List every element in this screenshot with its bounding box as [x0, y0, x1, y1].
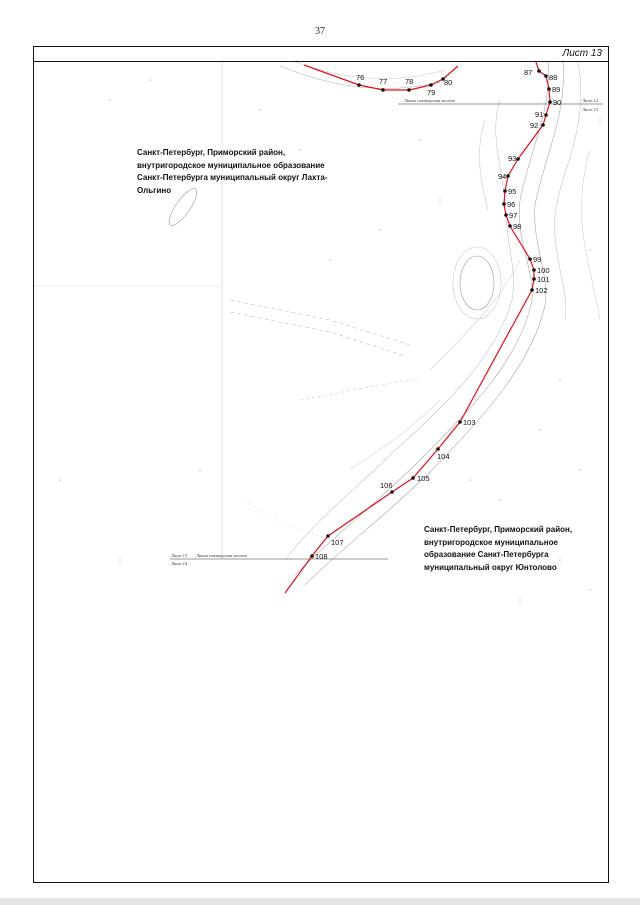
boundary-point-label: 108 [315, 552, 328, 561]
boundary-point-marker [381, 88, 385, 92]
boundary-point-marker [528, 257, 532, 261]
boundary-point-label: 78 [405, 77, 414, 86]
boundary-point-80 [441, 77, 452, 87]
boundary-point-label: 80 [444, 78, 453, 87]
boundary-point-marker [504, 213, 508, 217]
boundary-point-107 [326, 534, 343, 547]
boundary-point-99 [528, 255, 541, 264]
boundary-point-marker [310, 554, 314, 558]
sheet-boundary-bottom [170, 553, 388, 566]
boundary-point-label: 92 [530, 121, 539, 130]
boundary-point-marker [390, 490, 394, 494]
boundary-point-label: 99 [533, 255, 542, 264]
boundary-point-marker [436, 447, 440, 451]
district-label-yuntolovo: Санкт-Петербург, Приморский район, внутригородское муниципальное образование Санкт-Петербурга муниципальный округ Юнтолово [424, 525, 573, 572]
sheet-boundary-top-above: Лист 12 [582, 98, 599, 103]
boundary-point-marker [544, 113, 548, 117]
boundary-point-98 [508, 222, 521, 231]
boundary-point-label: 101 [537, 275, 550, 284]
boundary-point-label: 100 [537, 266, 550, 275]
boundary-point-marker [357, 83, 361, 87]
boundary-point-label: 88 [549, 73, 558, 82]
boundary-point-88 [544, 73, 557, 82]
boundary-point-label: 103 [463, 418, 476, 427]
boundary-point-104 [436, 447, 449, 461]
boundary-point-marker [407, 88, 411, 92]
boundary-point-label: 95 [508, 187, 517, 196]
boundary-point-marker [502, 202, 506, 206]
boundary-point-label: 97 [509, 211, 518, 220]
boundary-point-marker [541, 123, 545, 127]
scan-bottom-edge [0, 898, 640, 905]
boundary-point-label: 77 [379, 77, 388, 86]
boundary-point-100 [532, 266, 549, 275]
boundary-point-label: 93 [508, 154, 517, 163]
boundary-point-marker [326, 534, 330, 538]
boundary-point-106 [380, 481, 394, 494]
boundary-point-marker [530, 288, 534, 292]
boundary-point-label: 104 [437, 452, 450, 461]
boundary-point-label: 94 [498, 172, 507, 181]
boundary-point-marker [548, 100, 552, 104]
boundary-point-marker [411, 476, 415, 480]
boundary-point-marker [544, 74, 548, 78]
sheet-boundary-bottom-caption: Линия совмещения листов [196, 553, 247, 558]
boundary-point-label: 76 [356, 73, 365, 82]
boundary-point-label: 105 [417, 474, 430, 483]
boundary-point-label: 89 [552, 85, 561, 94]
sheet-title: Лист 13 [562, 48, 602, 59]
boundary-point-marker [508, 224, 512, 228]
boundary-point-94 [498, 172, 510, 181]
boundary-point-108 [310, 552, 327, 561]
boundary-point-label: 106 [380, 481, 393, 490]
boundary-segment-lower [285, 62, 550, 593]
page-number: 37 [315, 26, 325, 37]
boundary-point-91 [535, 110, 548, 119]
sheet-boundary-top-caption: Линия совмещения листов [404, 98, 455, 103]
sheet-boundary-bottom-below: Лист 14 [171, 561, 188, 566]
boundary-point-label: 91 [535, 110, 544, 119]
boundary-point-101 [532, 275, 549, 284]
sheet-boundary-bottom-above: Лист 13 [171, 553, 188, 558]
boundary-point-label: 102 [535, 286, 548, 295]
boundary-point-label: 87 [524, 68, 533, 77]
boundary-point-label: 79 [427, 88, 436, 97]
boundary-point-label: 98 [513, 222, 522, 231]
boundary-point-marker [547, 87, 551, 91]
boundary-point-marker [537, 69, 541, 73]
sheet-boundary-top-below: Лист 13 [582, 107, 599, 112]
boundary-point-105 [411, 474, 429, 483]
boundary-point-marker [458, 420, 462, 424]
boundary-point-label: 107 [331, 538, 344, 547]
boundary-point-marker [532, 277, 536, 281]
boundary-point-label: 90 [553, 98, 562, 107]
topographic-background [34, 62, 601, 601]
boundary-point-marker [429, 83, 433, 87]
boundary-point-76 [356, 73, 364, 87]
boundary-point-label: 96 [507, 200, 516, 209]
sheet-boundary-top [398, 98, 603, 112]
boundary-point-marker [516, 157, 520, 161]
boundary-point-marker [506, 174, 510, 178]
municipal-boundary-line [285, 62, 550, 593]
district-label-lakhta-olgino: Санкт-Петербург, Приморский район, внутригородское муниципальное образование Санкт-Петербурга муниципальный округ Лахта-Ольгино [137, 148, 328, 195]
boundary-point-93 [508, 154, 520, 163]
boundary-point-92 [530, 121, 545, 130]
boundary-points [310, 68, 561, 561]
boundary-point-marker [503, 189, 507, 193]
boundary-point-marker [532, 268, 536, 272]
